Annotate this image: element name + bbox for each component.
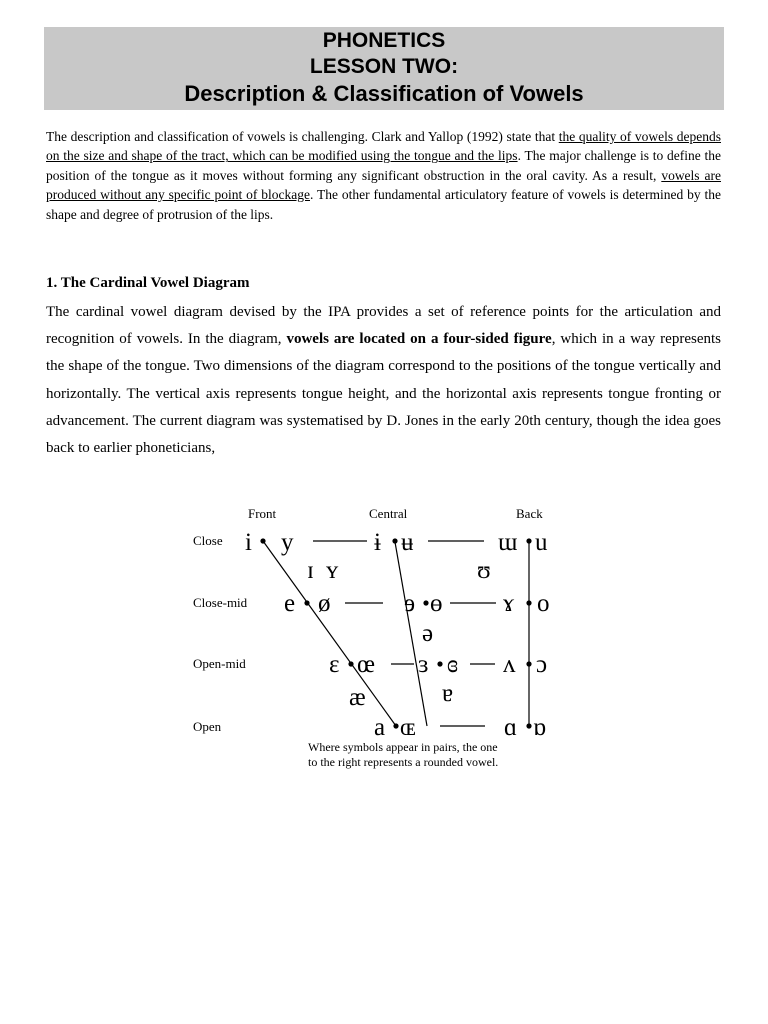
vowel-open-back-unrounded: ɑ: [504, 714, 518, 741]
vowel-near-close-front-rounded: ʏ: [326, 557, 339, 584]
intro-underlined-2: vowels are produced without any specific point of blockage: [46, 167, 721, 203]
vowel-near-open-front: æ: [349, 684, 366, 711]
col-label-front: Front: [248, 506, 277, 521]
vowel-close-central-rounded: ʉ: [401, 529, 414, 556]
dot-open-front: [393, 723, 398, 728]
col-label-back: Back: [516, 506, 543, 521]
vowel-close-back-unrounded: ɯ: [498, 529, 518, 556]
caption-line-2: to the right represents a rounded vowel.: [308, 755, 499, 769]
vowel-open-mid-central-unrounded: ɜ: [418, 651, 429, 678]
vowel-close-central-unrounded: ɨ: [374, 529, 381, 556]
diagram-caption: [308, 740, 498, 769]
intro-underlined-1: the quality of vowels depends on the size and shape of the tract, which can be modified using the tongue and the lips: [46, 129, 721, 164]
section-bold-text: vowels are located on a four-sided figure: [286, 331, 552, 348]
dot-open-mid-back: [526, 661, 531, 666]
dot-open-back: [526, 723, 531, 728]
intro-text-2: . The major challenge is to define the position of the tongue as it moves without forming any significant obstruction in the oral cavity. As a result,: [46, 148, 721, 183]
vowel-open-front-rounded: ɶ: [400, 714, 416, 741]
dot-close-mid-back: [526, 600, 531, 605]
row-labels: [193, 533, 248, 734]
vowel-close-mid-central-rounded: ɵ: [430, 590, 443, 617]
vowel-close-front-unrounded: i: [245, 529, 252, 556]
vowel-near-close-back-rounded: ʊ: [477, 557, 491, 584]
vowel-close-mid-central-unrounded: ɘ: [404, 590, 416, 617]
title-line-1: PHONETICS: [322, 29, 446, 52]
vowel-close-mid-front-rounded: ø: [318, 590, 331, 617]
dot-close-central: [392, 538, 397, 543]
vowel-close-mid-back-unrounded: ɤ: [503, 590, 515, 617]
dot-open-mid-central: [437, 661, 442, 666]
row-label-close: Close: [193, 533, 223, 548]
dot-close-mid-central: [423, 600, 428, 605]
vowel-open-mid-central-rounded: ɞ: [447, 651, 459, 678]
vowel-mid-central: ə: [422, 620, 434, 647]
intro-text-1: The description and classification of vowels is challenging. Clark and Yallop (1992) state that: [46, 129, 559, 144]
section-heading: 1. The Cardinal Vowel Diagram: [46, 275, 250, 291]
vowel-near-open-central: ɐ: [442, 680, 454, 707]
diagram-dots: [260, 538, 531, 728]
col-label-central: Central: [369, 506, 408, 521]
section-text-2: , which in a way represents the shape of the tongue. Two dimensions of the diagram correspond to the positions of the tongue vertically and horizontally. The vertical axis represents tongue height, and the horizontal axis represents tongue fronting or advancement. The current diagram was systematised by D. Jones in the early 20th century, though the idea goes back to earlier phoneticians,: [46, 331, 721, 457]
title-line-3: Description & Classification of Vowels: [184, 81, 584, 106]
vowel-close-back-rounded: u: [535, 529, 548, 556]
vowel-open-back-rounded: ɒ: [533, 714, 547, 741]
section-paragraph: [46, 299, 721, 462]
caption-line-1: Where symbols appear in pairs, the one: [308, 740, 498, 754]
vowel-open-mid-front-unrounded: ɛ: [329, 651, 340, 678]
intro-paragraph: [46, 127, 721, 224]
vowel-open-mid-back-unrounded: ʌ: [503, 651, 516, 678]
vowel-open-mid-back-rounded: ɔ: [536, 651, 548, 678]
dot-open-mid-front: [348, 661, 353, 666]
row-label-open-mid: Open-mid: [193, 656, 246, 671]
vowel-near-close-front-unrounded: ɪ: [307, 557, 314, 584]
page-title-banner: [44, 27, 724, 110]
dot-close-back: [526, 538, 531, 543]
vowel-open-mid-front-rounded: œ: [357, 651, 376, 678]
vowel-symbols: [245, 529, 550, 741]
dot-close-front: [260, 538, 265, 543]
vowel-close-front-rounded: y: [281, 529, 294, 556]
dot-close-mid-front: [304, 600, 309, 605]
section-text-1: The cardinal vowel diagram devised by the IPA provides a set of reference points for the articulation and recognition of vowels. In the diagram,: [46, 304, 721, 348]
cardinal-vowel-diagram: [180, 500, 560, 775]
column-labels: [248, 506, 543, 521]
row-label-open: Open: [193, 719, 222, 734]
vowel-close-mid-back-rounded: o: [537, 590, 550, 617]
vowel-open-front-unrounded: a: [374, 714, 386, 741]
intro-text-3: . The other fundamental articulatory feature of vowels is determined by the shape and degree of protrusion of the lips.: [46, 187, 721, 222]
title-line-2: LESSON TWO:: [309, 55, 459, 78]
vowel-close-mid-front-unrounded: e: [284, 590, 296, 617]
row-label-close-mid: Close-mid: [193, 595, 248, 610]
